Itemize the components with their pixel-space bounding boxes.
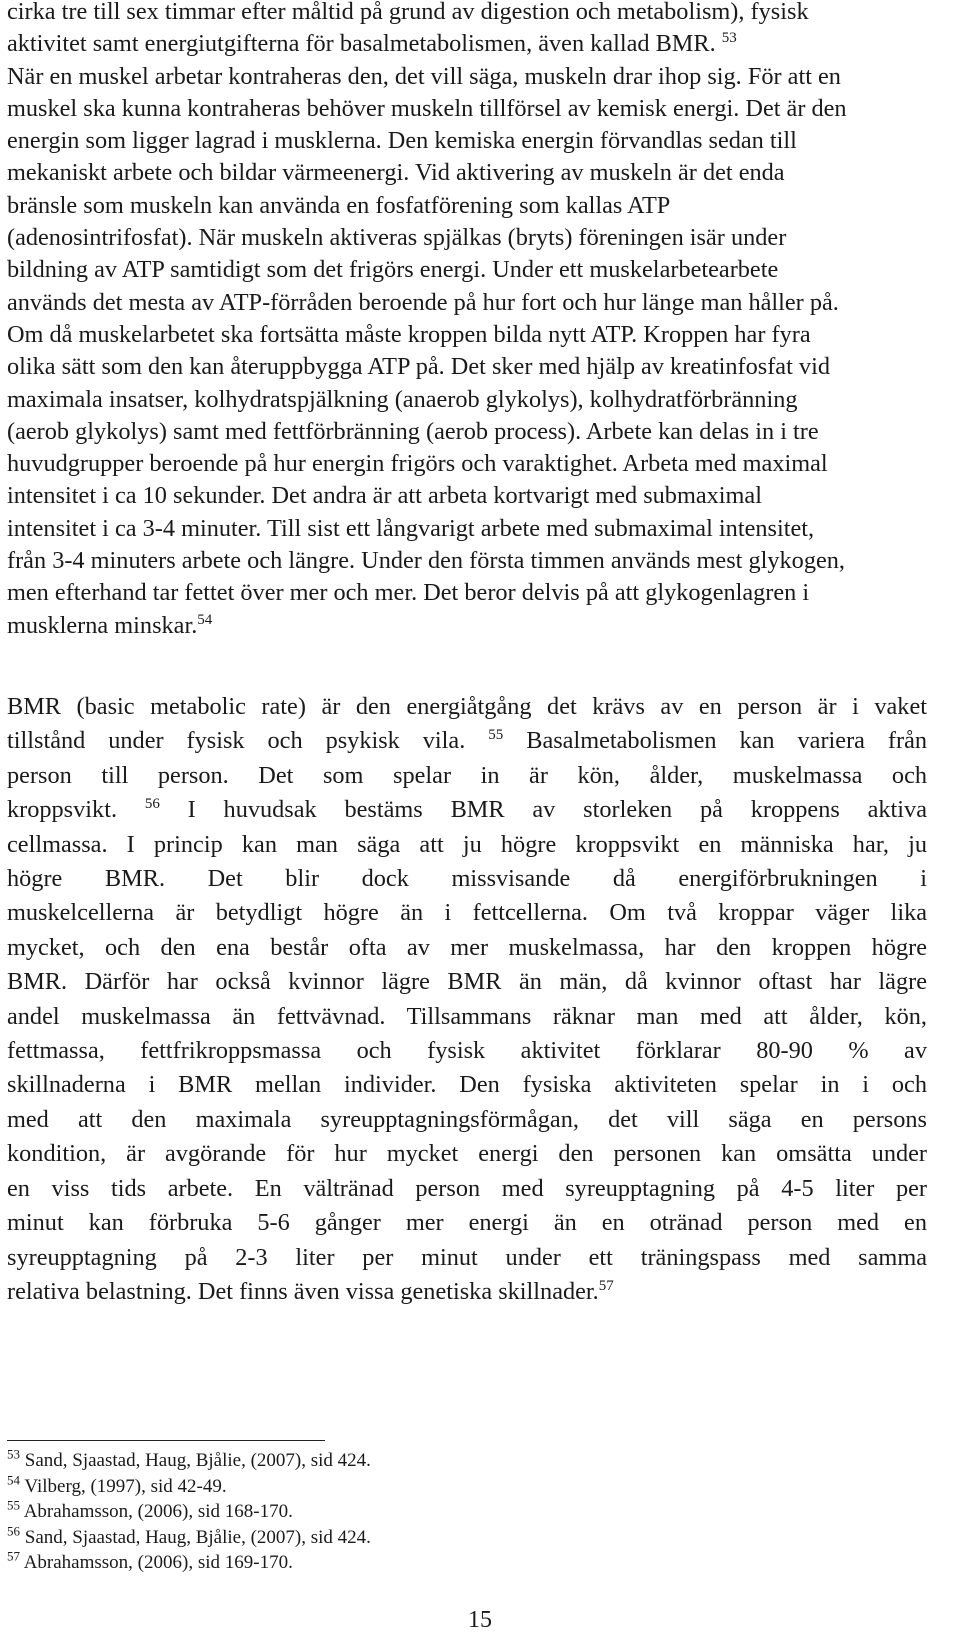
text-line: högre BMR. Det blir dock missvisande då energiförbrukningen i — [7, 865, 927, 893]
text-line: med att den maximala syreupptagningsförmågan, det vill säga en persons — [7, 1105, 927, 1133]
text-line: energin som ligger lagrad i musklerna. Den kemiska energin förvandlas sedan till — [7, 127, 797, 155]
text-line: kroppsvikt. $^{56}$ I huvudsak bestäms BMR av storleken på kroppens aktiva — [7, 796, 927, 824]
text-line: används det mesta av ATP-förråden beroende på hur fort och hur länge man håller på. — [7, 288, 839, 316]
text-line: musklerna minskar.$^{54}$ — [7, 611, 213, 639]
text-line: bildning av ATP samtidigt som det frigörs energi. Under ett muskelarbetearbete — [7, 256, 779, 284]
text-line: intensitet i ca 10 sekunder. Det andra är att arbeta kortvarigt med submaximal — [7, 482, 762, 510]
text-line: skillnaderna i BMR mellan individer. Den fysiska aktiviteten spelar in i och — [7, 1071, 927, 1099]
text-line: bränsle som muskeln kan använda en fosfatförening som kallas ATP — [7, 191, 671, 219]
text-line: mekaniskt arbete och bildar värmeenergi. Vid aktivering av muskeln är det enda — [7, 159, 785, 187]
text-line: intensitet i ca 3-4 minuter. Till sist ett långvarigt arbete med submaximal intensitet, — [7, 514, 815, 542]
text-line: (adenosintrifosfat). När muskeln aktiveras spjälkas (bryts) föreningen isär under — [7, 224, 787, 252]
paragraph-energy-atp — [7, 0, 927, 642]
text-line: (aerob glykolys) samt med fettförbränning (aerob process). Arbete kan delas in i tre — [7, 417, 819, 445]
text-line: men efterhand tar fettet över mer och mer. Det beror delvis på att glykogenlagren i — [7, 579, 810, 607]
text-line: cellmassa. I princip kan man säga att ju högre kroppsvikt en människa har, ju — [7, 830, 927, 858]
text-line: BMR (basic metabolic rate) är den energiåtgång det krävs av en person är i vaket — [7, 693, 927, 720]
text-line: fettmassa, fettfrikroppsmassa och fysisk aktivitet förklarar 80-90 % av — [7, 1037, 927, 1065]
footnote-ref-53[interactable]: 53 — [721, 30, 737, 47]
footnote-ref-56[interactable]: 56 — [144, 796, 160, 813]
footnote-55: $^{55}$ Abrahamsson, (2006), sid 168-170. — [7, 1497, 293, 1523]
text-line: cirka tre till sex timmar efter måltid på grund av digestion och metabolism), fysisk — [7, 0, 809, 25]
footnotes — [7, 1448, 907, 1576]
text-line: muskel ska kunna kontraheras behöver muskeln tillförsel av kemisk energi. Det är den — [7, 94, 847, 122]
text-line: syreupptagning på 2-3 liter per minut under ett träningspass med samma — [7, 1243, 927, 1271]
text-line: aktivitet samt energiutgifterna för basalmetabolismen, även kallad BMR. $^{53}$ — [7, 30, 737, 58]
text-line: tillstånd under fysisk och psykisk vila. $^{55}$ Basalmetabolismen kan variera från — [7, 727, 928, 755]
footnote-separator — [7, 1440, 325, 1441]
footnote-56: $^{56}$ Sand, Sjaastad, Haug, Bjålie, (2007), sid 424. — [7, 1523, 371, 1548]
footnote-57: $^{57}$ Abrahamsson, (2006), sid 169-170. — [7, 1549, 293, 1574]
text-line: minut kan förbruka 5-6 gånger mer energi än en otränad person med en — [7, 1209, 927, 1237]
text-line: När en muskel arbetar kontraheras den, det vill säga, muskeln drar ihop sig. För att en — [7, 62, 841, 90]
text-line: andel muskelmassa än fettvävnad. Tillsammans räknar man med att ålder, kön, — [7, 1002, 927, 1030]
text-line: Om då muskelarbetet ska fortsätta måste kroppen bilda nytt ATP. Kroppen har fyra — [7, 320, 811, 348]
text-line: BMR. Därför har också kvinnor lägre BMR än män, då kvinnor oftast har lägre — [7, 968, 927, 996]
page-number: 15 — [468, 1607, 492, 1633]
text-line: huvudgrupper beroende på hur energin frigörs och varaktighet. Arbeta med maximal — [7, 450, 828, 478]
text-line: relativa belastning. Det finns även vissa genetiska skillnader.$^{57}$ — [7, 1277, 614, 1305]
paragraph-bmr — [7, 690, 927, 1309]
footnote-ref-57[interactable]: 57 — [598, 1277, 614, 1294]
text-line: muskelcellerna är betydligt högre än i fettcellerna. Om två kroppar väger lika — [7, 899, 927, 927]
text-line: olika sätt som den kan återuppbygga ATP på. Det sker med hjälp av kreatinfosfat vid — [7, 353, 830, 381]
text-line: person till person. Det som spelar in är kön, ålder, muskelmassa och — [7, 761, 927, 789]
text-line: en viss tids arbete. En vältränad person med syreupptagning på 4-5 liter per — [7, 1174, 927, 1202]
footnote-53: $^{53}$ Sand, Sjaastad, Haug, Bjålie, (2007), sid 424. — [7, 1446, 371, 1471]
footnote-ref-54[interactable]: 54 — [197, 611, 213, 628]
footnote-54: $^{54}$ Vilberg, (1997), sid 42-49. — [7, 1472, 227, 1497]
text-line: från 3-4 minuters arbete och längre. Under den första timmen används mest glykogen, — [7, 547, 845, 575]
text-line: maximala insatser, kolhydratspjälkning (anaerob glykolys), kolhydratförbränning — [7, 385, 798, 413]
footnote-ref-55[interactable]: 55 — [488, 727, 504, 744]
text-line: mycket, och den ena består ofta av mer muskelmassa, har den kroppen högre — [7, 933, 927, 961]
text-line: kondition, är avgörande för hur mycket energi den personen kan omsätta under — [7, 1140, 927, 1168]
